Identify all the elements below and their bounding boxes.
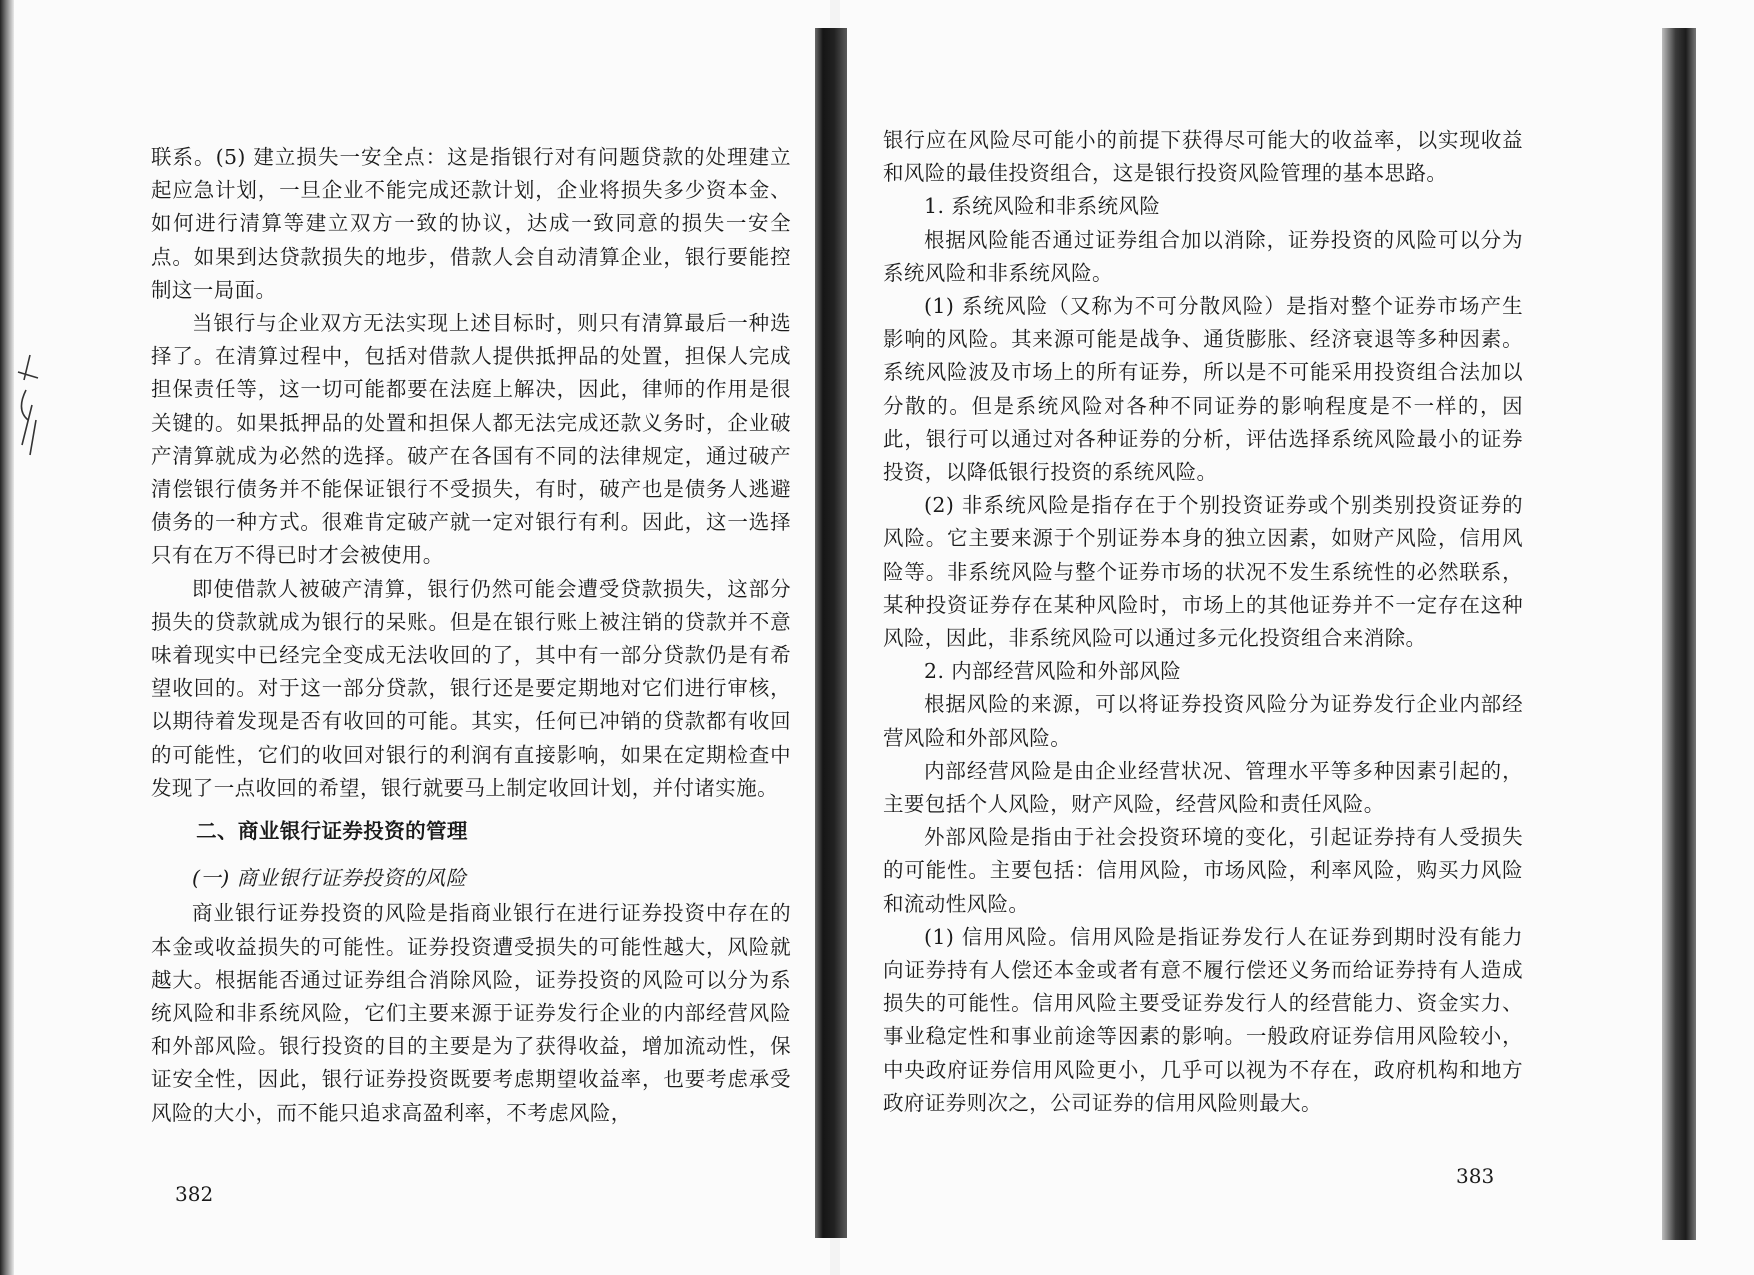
paragraph: (1) 信用风险。信用风险是指证券发行人在证券到期时没有能力向证券持有人偿还本金或者有意不履行偿还义务而给证券持有人造成损失的可能性。信用风险主要受证券发行人的经营能力、资金实力、事业稳定性和事业前途等因素的影响。一般政府证券信用风险较小，中央政府证券信用风险更小，几乎可以视为不存在，政府机构和地方政府证券则次之，公司证券的信用风险则最大。	[883, 924, 1523, 1115]
paragraph: 当银行与企业双方无法实现上述目标时，则只有清算最后一种选择了。在清算过程中，包括对借款人提供抵押品的处置，担保人完成担保责任等，这一切可能都要在法庭上解决，因此，律师的作用是很关键的。如果抵押品的处置和担保人都无法完成还款义务时，企业破产清算就成为必然的选择。破产在各国有不同的法律规定，通过破产清偿银行债务并不能保证银行不受损失，有时，破产也是债务人逃避债务的一种方式。很难肯定破产就一定对银行有利。因此，这一选择只有在万不得已时才会被使用。	[151, 311, 791, 568]
paragraph: 商业银行证券投资的风险是指商业银行在进行证券投资中存在的本金或收益损失的可能性。证券投资遭受损失的可能性越大，风险就越大。根据能否通过证券组合消除风险，证券投资的风险可以分为系统风险和非系统风险，它们主要来源于证券发行企业的内部经营风险和外部风险。银行投资的目的主要是为了获得收益，增加流动性，保证安全性，因此，银行证券投资既要考虑期望收益率，也要考虑承受风险的大小，而不能只追求高盈利率，不考虑风险，	[151, 901, 791, 1125]
paragraph: 根据风险的来源，可以将证券投资风险分为证券发行企业内部经营风险和外部风险。	[883, 692, 1523, 750]
scan-left-edge-shadow	[0, 0, 14, 1275]
paragraph: 根据风险能否通过证券组合加以消除，证券投资的风险可以分为系统风险和非系统风险。	[883, 227, 1523, 285]
page-number: 382	[175, 1182, 214, 1206]
paragraph: 即使借款人被破产清算，银行仍然可能会遭受贷款损失，这部分损失的贷款就成为银行的呆账。但是在银行账上被注销的贷款并不意味着现实中已经完全变成无法收回的了，其中有一部分贷款仍是有希望收回的。对于这一部分贷款，银行还是要定期地对它们进行审核，以期待着发现是否有收回的可能。其实，任何已冲销的贷款都有收回的可能性，它们的收回对银行的利润有直接影响，如果在定期检查中发现了一点收回的希望，银行就要马上制定收回计划，并付诸实施。	[151, 576, 791, 800]
paragraph: 银行应在风险尽可能小的前提下获得尽可能大的收益率，以实现收益和风险的最佳投资组合，这是银行投资风险管理的基本思路。	[883, 128, 1523, 186]
paragraph: (2) 非系统风险是指存在于个别投资证券或个别类别投资证券的风险。它主要来源于个别证券本身的独立因素，如财产风险，信用风险等。非系统风险与整个证券市场的状况不发生系统性的必然联系，某种投资证券存在某种风险时，市场上的其他证券并不一定存在这种风险，因此，非系统风险可以通过多元化投资组合来消除。	[883, 493, 1523, 651]
paragraph: 内部经营风险是由企业经营状况、管理水平等多种因素引起的，主要包括个人风险，财产风险，经营风险和责任风险。	[883, 758, 1523, 817]
page-number: 383	[1456, 1164, 1495, 1188]
paragraph: (1) 系统风险（又称为不可分散风险）是指对整个证券市场产生影响的风险。其来源可能是战争、通货膨胀、经济衰退等多种因素。系统风险波及市场上的所有证券，所以是不可能采用投资组合法加以分散的。但是系统风险对各种不同证券的影响程度是不一样的，因此，银行可以通过对各种证券的分析，评估选择系统风险最小的证券投资，以降低银行投资的系统风险。	[883, 294, 1523, 485]
right-text-column	[883, 124, 1523, 1120]
paragraph: 外部风险是指由于社会投资环境的变化，引起证券持有人受损失的可能性。主要包括：信用风险，市场风险，利率风险，购买力风险和流动性风险。	[883, 825, 1523, 916]
book-gutter-shadow	[815, 28, 847, 1238]
numbered-heading: 1. 系统风险和非系统风险	[924, 194, 1161, 219]
handwritten-margin-mark-icon	[10, 350, 46, 460]
subsection-heading: (一) 商业银行证券投资的风险	[192, 866, 467, 891]
section-heading: 二、商业银行证券投资的管理	[196, 819, 468, 844]
left-text-column	[151, 141, 791, 1130]
numbered-heading: 2. 内部经营风险和外部风险	[924, 659, 1182, 684]
paragraph: 联系。(5) 建立损失一安全点：这是指银行对有问题贷款的处理建立起应急计划，一旦企业不能完成还款计划，企业将损失多少资本金、如何进行清算等建立双方一致的协议，达成一致同意的损失一安全点。如果到达贷款损失的地步，借款人会自动清算企业，银行要能控制这一局面。	[151, 145, 791, 302]
scan-right-edge-shadow	[1662, 28, 1696, 1240]
